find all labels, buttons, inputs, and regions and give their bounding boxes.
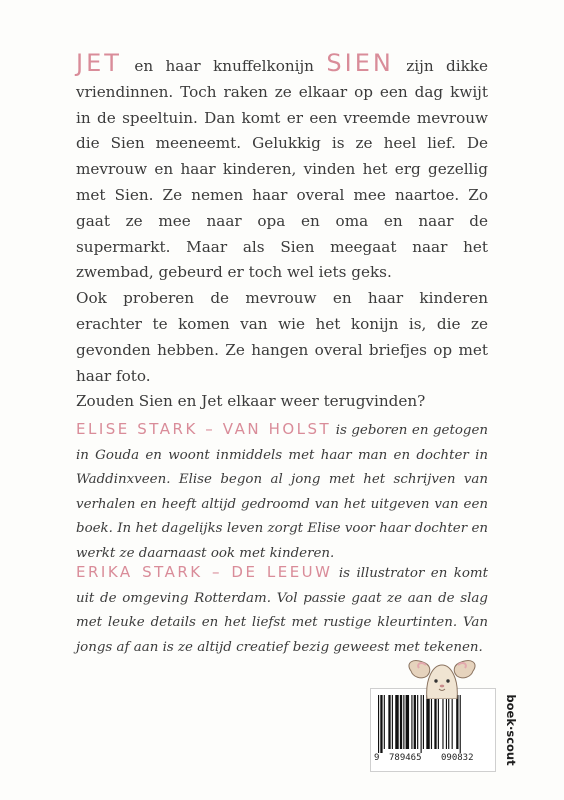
isbn-barcode (370, 688, 496, 772)
barcode-bar (406, 695, 409, 749)
barcode-bar (384, 695, 385, 749)
barcode-bar (380, 695, 382, 753)
barcode-bar (456, 695, 458, 749)
isbn-group-1: 789465 (389, 753, 422, 763)
publisher-logo (504, 690, 518, 770)
blurb-text-2: zijn dikke vriendinnen. Toch raken ze elkaar op een dag kwijt in de speeltuin. Dan komt er een vreemde mevrouw die Sien meeneemt. Gelukkig is ze heel lief. De mevrouw en haar kinderen, vinden het erg gezellig met Sien. Ze nemen haar overal mee naartoe. Zo gaat ze mee naar opa en oma en naar de supermarkt. Maar als Sien meegaat naar het zwembad, gebeurd er toch wel iets geks. (76, 57, 488, 282)
author-bio (76, 417, 488, 567)
barcode-bar (400, 695, 402, 749)
blurb-text-1: en haar knuffelkonijn (134, 57, 314, 75)
barcode-bar (460, 695, 461, 753)
barcode-bar (434, 695, 436, 749)
illustrator-bio-text: is illustrator en komt uit de omgeving Rotterdam. Vol passie gaat ze aan de slag met leuke details en het liefst met rustige kleurtinten. Van jongs af aan is ze altijd creatief bezig geweest met tekenen. (76, 566, 488, 655)
author-name: ELISE STARK – VAN HOLST (76, 420, 332, 438)
publisher-name: boek·scout (504, 694, 518, 766)
name-sien: SIEN (326, 49, 394, 77)
barcode-bar (403, 695, 404, 749)
isbn-number (371, 753, 495, 767)
barcode-bar (423, 695, 424, 749)
barcode-bar (426, 695, 429, 749)
barcode-bar (446, 695, 447, 749)
barcode-bar (421, 695, 422, 753)
blurb-paragraph-2: Ook proberen de mevrouw en haar kinderen erachter te komen van wie het konijn is, die ze gevonden hebben. Ze hangen overal briefjes op met haar foto. (76, 289, 488, 385)
barcode-bar (388, 695, 390, 749)
blurb-paragraph-3: Zouden Sien en Jet elkaar weer terugvinden? (76, 392, 426, 411)
back-cover-blurb (76, 51, 488, 415)
isbn-prefix: 9 (374, 753, 380, 763)
bunny-icon (403, 655, 481, 699)
barcode-bar (395, 695, 398, 749)
name-jet: JET (76, 49, 122, 77)
barcode-bar (431, 695, 432, 749)
barcode-bar (452, 695, 453, 749)
barcode-bar (411, 695, 412, 749)
barcode-bars (378, 695, 488, 753)
barcode-bar (438, 695, 439, 749)
blurb-paragraph-1 (76, 51, 488, 286)
isbn-group-2: 090832 (441, 753, 474, 763)
illustrator-name: ERIKA STARK – DE LEEUW (76, 563, 333, 581)
author-bio-text: is geboren en getogen in Gouda en woont inmiddels met haar man en dochter in Waddinxveen. Elise begon al jong met het schrijven van verhalen en heeft altijd gedroomd van het uitgeven van een boek. In het dagelijks leven zorgt Elise voor haar dochter en werkt ze daarnaast ook met kinderen. (76, 423, 489, 561)
barcode-bar (442, 695, 443, 749)
illustrator-bio (76, 560, 488, 660)
barcode-bar (392, 695, 393, 749)
barcode-bar (378, 695, 379, 753)
barcode-bar (414, 695, 416, 749)
barcode-bar (448, 695, 449, 749)
barcode-bar (417, 695, 418, 749)
